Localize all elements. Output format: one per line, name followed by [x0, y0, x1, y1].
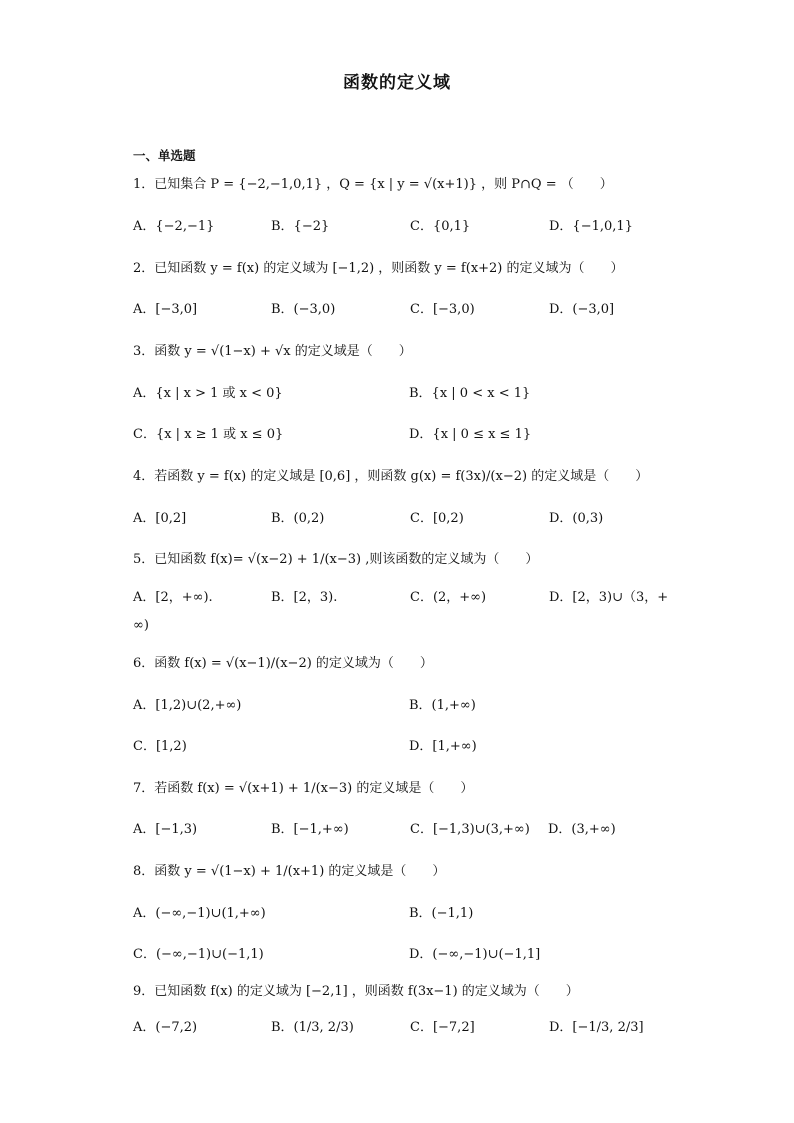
option-c[interactable]: C．[0,2)	[410, 511, 464, 526]
question-6-stem: 6．函数 f(x) = √(x−1)/(x−2) 的定义域为（ ）	[133, 656, 433, 671]
option-a[interactable]: A．{−2,−1}	[133, 219, 215, 234]
option-c[interactable]: C．{0,1}	[410, 219, 471, 234]
page-title: 函数的定义域	[343, 73, 451, 93]
option-a[interactable]: A．[1,2)∪(2,+∞)	[133, 698, 242, 713]
question-8-stem: 8．函数 y = √(1−x) + 1/(x+1) 的定义域是（ ）	[133, 864, 446, 879]
option-c[interactable]: C．[1,2)	[133, 739, 187, 754]
question-5-option-d-wrap: ∞)	[133, 618, 149, 633]
option-d[interactable]: D．(−3,0]	[549, 302, 615, 317]
option-d[interactable]: D．(0,3)	[549, 511, 604, 526]
option-b[interactable]: B．(1/3, 2/3)	[271, 1020, 354, 1035]
option-d[interactable]: D．(−∞,−1)∪(−1,1]	[409, 947, 541, 962]
question-4-stem: 4．若函数 y = f(x) 的定义域是 [0,6] ，则函数 g(x) = f(3x)/(x−2) 的定义域是（ ）	[133, 469, 649, 484]
option-b[interactable]: B．{−2}	[271, 219, 330, 234]
option-a[interactable]: A．{x | x > 1 或 x < 0}	[133, 386, 283, 401]
option-b[interactable]: B．(−1,1)	[409, 906, 474, 921]
option-a[interactable]: A．(−7,2)	[133, 1020, 198, 1035]
option-c[interactable]: C．(−∞,−1)∪(−1,1)	[133, 947, 264, 962]
option-c[interactable]: C．[−7,2]	[410, 1020, 475, 1035]
question-3-stem: 3．函数 y = √(1−x) + √x 的定义域是（ ）	[133, 344, 412, 359]
option-a[interactable]: A．[−1,3)	[133, 822, 198, 837]
option-c[interactable]: C．[−3,0)	[410, 302, 475, 317]
option-d[interactable]: D．[−1/3, 2/3]	[549, 1020, 644, 1035]
option-a[interactable]: A．[2，+∞).	[133, 590, 213, 605]
option-b[interactable]: B．[−1,+∞)	[271, 822, 349, 837]
option-c[interactable]: C．[−1,3)∪(3,+∞)	[410, 822, 530, 837]
option-b[interactable]: B．{x | 0 < x < 1}	[409, 386, 531, 401]
option-b[interactable]: B．(1,+∞)	[409, 698, 476, 713]
option-d[interactable]: D．[2，3)∪（3，+	[549, 590, 669, 605]
option-b[interactable]: B．[2，3).	[271, 590, 338, 605]
option-a[interactable]: A．[0,2]	[133, 511, 187, 526]
question-2-stem: 2．已知函数 y = f(x) 的定义域为 [−1,2) ，则函数 y = f(x+2) 的定义域为（ ）	[133, 261, 624, 276]
option-a[interactable]: A．(−∞,−1)∪(1,+∞)	[133, 906, 266, 921]
option-b[interactable]: B．(−3,0)	[271, 302, 336, 317]
question-9-stem: 9．已知函数 f(x) 的定义域为 [−2,1] ，则函数 f(3x−1) 的定义域为（ ）	[133, 984, 579, 999]
option-b[interactable]: B．(0,2)	[271, 511, 325, 526]
option-d[interactable]: D．[1,+∞)	[409, 739, 477, 754]
option-a[interactable]: A．[−3,0]	[133, 302, 198, 317]
option-d[interactable]: D．{−1,0,1}	[549, 219, 633, 234]
option-c[interactable]: C．{x | x ≥ 1 或 x ≤ 0}	[133, 427, 284, 442]
option-c[interactable]: C．(2，+∞)	[410, 590, 487, 605]
question-1-stem: 1．已知集合 P = {−2,−1,0,1} ，Q = {x | y = √(x+1)} ，则 P∩Q = （ ）	[133, 177, 613, 192]
option-d[interactable]: D．(3,+∞)	[548, 822, 616, 837]
question-7-stem: 7．若函数 f(x) = √(x+1) + 1/(x−3) 的定义域是（ ）	[133, 781, 474, 796]
option-d[interactable]: D．{x | 0 ≤ x ≤ 1}	[409, 427, 532, 442]
section-title: 一、单选题	[133, 148, 196, 163]
question-5-stem: 5．已知函数 f(x)= √(x−2) + 1/(x−3) ,则该函数的定义域为（ ）	[133, 552, 539, 567]
